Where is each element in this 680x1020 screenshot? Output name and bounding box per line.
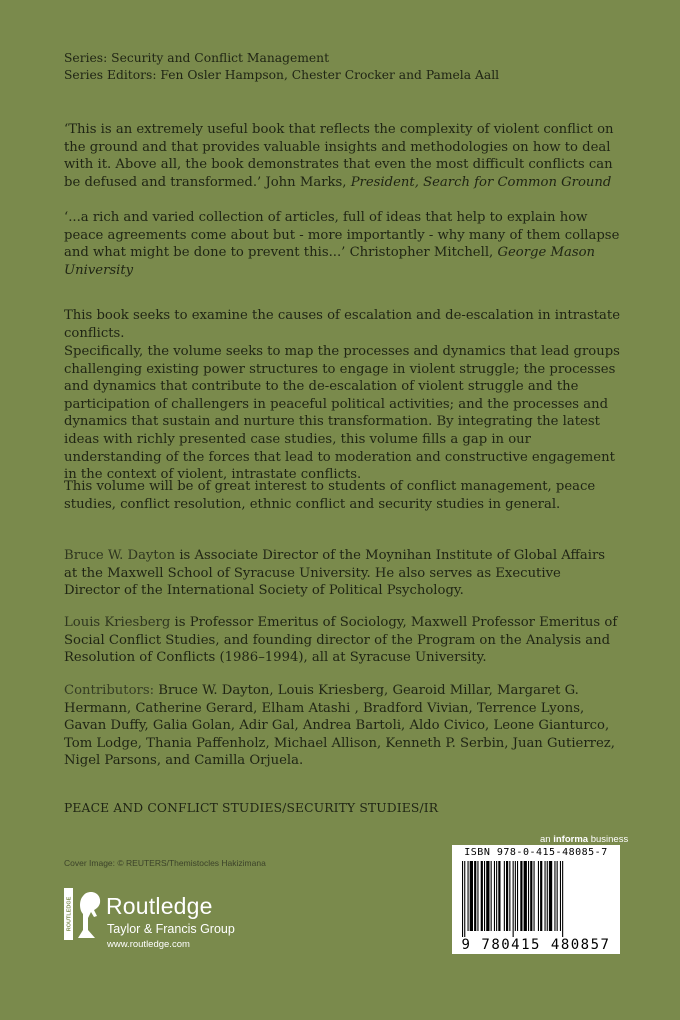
- publisher-name: Routledge: [106, 893, 213, 919]
- editor-bio-dayton: [64, 547, 620, 600]
- barcode-bar: [549, 861, 552, 931]
- barcode-bar: [538, 861, 539, 931]
- editor-name: Louis Kriesberg: [64, 615, 171, 630]
- barcode-bar: [557, 861, 558, 931]
- quote-author: John Marks,: [265, 174, 347, 190]
- barcode-bar: [494, 861, 495, 931]
- barcode-bar: [562, 861, 563, 937]
- informa-business-tag: [540, 834, 628, 845]
- barcode-bar: [498, 861, 500, 931]
- series-title: Series: Security and Conflict Management: [64, 51, 330, 65]
- barcode-bar: [540, 861, 542, 931]
- informa-prefix: an: [540, 834, 551, 845]
- editor-name: Bruce W. Dayton: [64, 548, 176, 563]
- isbn-barcode: [452, 845, 620, 954]
- editor-bio-text: is Professor Emeritus of Sociology, Maxwell Professor Emeritus of Social Conflict Studies, and founding director of the Program on the Analysis and Resolution of Conflicts (1986–1994), all at Syracuse University.: [64, 615, 618, 666]
- quote-text: ‘This is an extremely useful book that reflects the complexity of violent conflict on the ground and that provides valuable insights and methodologies on how to deal with it. Above all, the book demonstrates that even the most difficult conflicts can be defused and transformed.’: [64, 122, 614, 190]
- barcode-bar: [513, 861, 514, 937]
- description-paragraph-2: Specifically, the volume seeks to map the processes and dynamics that lead groups challenging existing power structures to engage in violent struggle; the processes and dynamics that contribute to the de-escalation of violent struggle and the participation of challengers in peaceful political activities; and the processes and dynamics that sustain and nurture this transformation. By integrating the latest ideas with richly presented case studies, this volume fills a gap in our understanding of the forces that lead to moderation and constructive engagement in the context of violent, intrastate conflicts.: [64, 344, 620, 483]
- description-paragraph-1: This book seeks to examine the causes of escalation and de-escalation in intrastate conflicts.: [64, 308, 621, 341]
- quote-author: Christopher Mitchell,: [349, 245, 494, 261]
- barcode-bar: [524, 861, 527, 931]
- quote-text: ‘...a rich and varied collection of articles, full of ideas that help to explain how peace agreements come about but - more importantly - why many of them collapse and what might be done to prevent this...’: [64, 210, 620, 261]
- barcode-bar: [528, 861, 529, 931]
- barcode-bar: [534, 861, 535, 931]
- barcode-bar: [560, 861, 561, 931]
- subject-category: PEACE AND CONFLICT STUDIES/SECURITY STUDIES/IR: [64, 801, 439, 815]
- barcode-bar: [464, 861, 465, 937]
- barcode-bar: [474, 861, 476, 931]
- routledge-logo-icon: [64, 888, 104, 940]
- barcode-bar: [484, 861, 485, 931]
- contributors-names: Bruce W. Dayton, Louis Kriesberg, Gearoid Millar, Margaret G. Hermann, Catherine Gerard, Elham Atashi , Bradford Vivian, Terrence Lyons, Gavan Duffy, Galia Golan, Adir Gal, Andrea Bartoli, Aldo Civico, Leone Gianturco, Tom Lodge, Thania Paffenholz, Michael Allison, Kenneth P. Serbin, Juan Gutierrez, Nigel Parsons, and Camilla Orjuela.: [64, 683, 615, 769]
- series-info: [64, 50, 620, 83]
- barcode-bars: [462, 861, 610, 937]
- contributors: [64, 682, 620, 770]
- barcode-bar: [520, 861, 522, 931]
- barcode-bar: [486, 861, 489, 931]
- quote-affiliation: George Mason University: [64, 245, 596, 278]
- description-paragraph-3: This volume will be of great interest to students of conflict management, peace studies, conflict resolution, ethnic conflict and security studies in general.: [64, 479, 596, 512]
- contributors-label: Contributors:: [64, 683, 155, 698]
- cover-image-credit: Cover Image: © REUTERS/Themistocles Hakizimana: [64, 858, 266, 868]
- endorsement-quote-2: [64, 209, 620, 279]
- isbn-number: ISBN 978-0-415-48085-7: [464, 847, 608, 858]
- ean-number: 9 780415 480857: [461, 937, 611, 953]
- editor-bio-text: is Associate Director of the Moynihan Institute of Global Affairs at the Maxwell School of Syracuse University. He also serves as Executive Director of the International Society of Political Psychology.: [64, 548, 606, 599]
- barcode-bar: [470, 861, 473, 931]
- barcode-bar: [547, 861, 548, 931]
- quote-affiliation: President, Search for Common Ground: [350, 174, 612, 190]
- informa-suffix: business: [590, 834, 629, 845]
- publisher-group: Taylor & Francis Group: [107, 922, 235, 936]
- barcode-bar: [545, 861, 546, 931]
- barcode-bar: [506, 861, 508, 931]
- endorsement-quote-1: [64, 121, 620, 191]
- editor-bio-kriesberg: [64, 614, 620, 667]
- barcode-bar: [504, 861, 505, 931]
- barcode-bar: [530, 861, 532, 931]
- barcode-bar: [468, 861, 469, 931]
- series-editors: Series Editors: Fen Osler Hampson, Chester Crocker and Pamela Aall: [64, 67, 500, 82]
- barcode-bar: [477, 861, 478, 931]
- barcode-bar: [491, 861, 492, 931]
- informa-brand: informa: [553, 834, 589, 845]
- barcode-bar: [554, 861, 555, 931]
- logo-text: ROUTLEDGE: [66, 896, 73, 932]
- barcode-bar: [517, 861, 518, 931]
- barcode-bar: [515, 861, 516, 931]
- barcode-bar: [462, 861, 463, 937]
- publisher-url: www.routledge.com: [107, 939, 190, 950]
- barcode-bar: [496, 861, 497, 931]
- barcode-bar: [509, 861, 510, 931]
- barcode-bar: [481, 861, 483, 931]
